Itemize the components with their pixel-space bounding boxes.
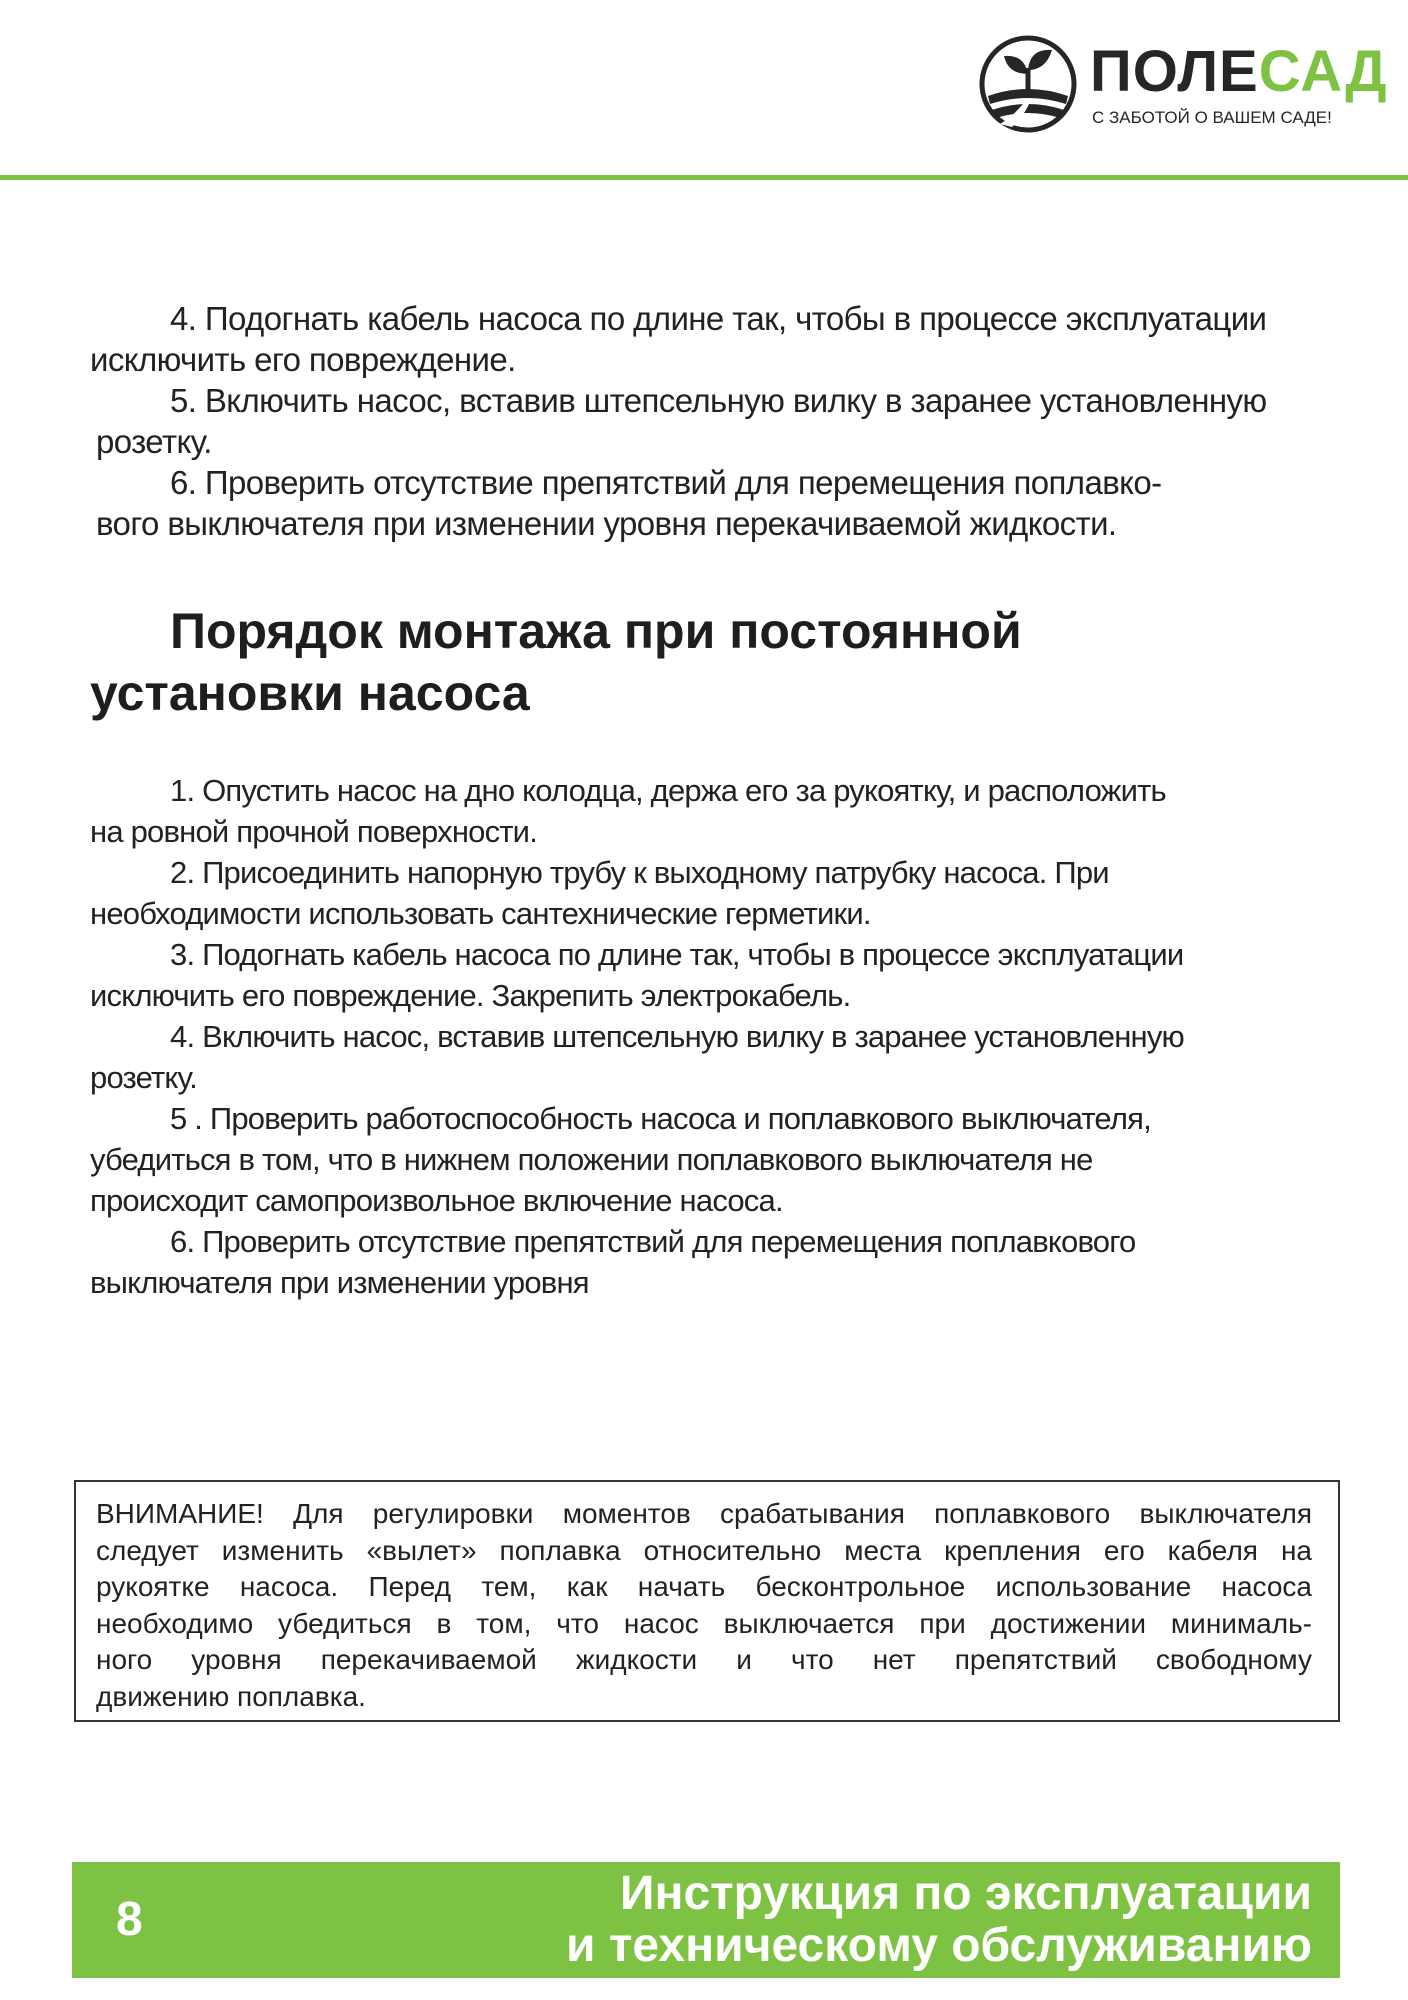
brand-logo: [978, 32, 1388, 152]
warning-text: [96, 1496, 1312, 1715]
warning-box: [74, 1480, 1340, 1722]
step-line: розетку.: [90, 1060, 197, 1095]
warning-line: ного уровня перекачиваемой жидкости и что нет препятствий свободному: [96, 1644, 1312, 1675]
step-item: [90, 1016, 1350, 1098]
step-line: 1. Опустить насос на дно колодца, держа его за рукоятку, и расположить: [170, 773, 1166, 808]
list-item: [90, 380, 1350, 462]
header-divider: [0, 175, 1408, 180]
brand-name-part1: ПОЛЕ: [1090, 39, 1259, 104]
section-heading-line: установки насоса: [90, 665, 530, 721]
step-item: [90, 934, 1350, 1016]
sprout-field-icon: [978, 34, 1078, 134]
brand-slogan: С ЗАБОТОЙ О ВАШЕМ САДЕ!: [1092, 108, 1332, 127]
step-item: [90, 1098, 1350, 1221]
step-line: 2. Присоединить напорную трубу к выходному патрубку насоса. При: [170, 855, 1109, 890]
footer-title-line: Инструкция по эксплуатации: [619, 1867, 1312, 1920]
brand-name-part2: САД: [1258, 39, 1388, 104]
step-line: происходит самопроизвольное включение насоса.: [90, 1183, 783, 1218]
warning-line: ВНИМАНИЕ! Для регулировки моментов срабатывания поплавкового выключателя: [96, 1498, 1312, 1529]
warning-line: необходимо убедиться в том, что насос выключается при достижении минималь-: [96, 1607, 1312, 1639]
warning-line: следует изменить «вылет» поплавка относительно места крепления его кабеля на: [96, 1534, 1312, 1566]
brand-name: [1090, 40, 1388, 104]
step-line: выключателя при изменении уровня: [90, 1265, 589, 1300]
list-item-line: розетку.: [96, 423, 212, 460]
section-heading: [90, 600, 1022, 724]
list-item-line: вого выключателя при изменении уровня перекачиваемой жидкости.: [96, 505, 1117, 542]
list-item: [90, 298, 1350, 380]
list-item-line: 5. Включить насос, вставив штепсельную вилку в заранее установленную: [170, 382, 1267, 419]
list-item-line: 4. Подогнать кабель насоса по длине так, чтобы в процессе эксплуатации: [170, 300, 1267, 337]
warning-line: рукоятке насоса. Перед тем, как начать бесконтрольное использование насоса: [96, 1571, 1312, 1602]
warning-line: движению поплавка.: [96, 1680, 366, 1712]
step-line: 5 . Проверить работоспособность насоса и поплавкового выключателя,: [170, 1101, 1151, 1136]
step-line: 3. Подогнать кабель насоса по длине так, чтобы в процессе эксплуатации: [170, 937, 1184, 972]
list-item: [90, 462, 1350, 544]
section-heading-line: Порядок монтажа при постоянной: [170, 603, 1022, 659]
page-number: 8: [116, 1893, 143, 1946]
step-line: исключить его повреждение. Закрепить электрокабель.: [90, 978, 851, 1013]
step-line: необходимости использовать сантехнические герметики.: [90, 896, 871, 931]
step-item: [90, 1221, 1350, 1303]
footer-title: [566, 1868, 1312, 1972]
step-item: [90, 852, 1350, 934]
step-line: 6. Проверить отсутствие препятствий для перемещения поплавкового: [170, 1224, 1136, 1259]
step-item: [90, 770, 1350, 852]
footer-bar: [72, 1862, 1340, 1978]
footer-title-line: и техническому обслуживанию: [566, 1919, 1312, 1972]
step-line: на ровной прочной поверхности.: [90, 814, 538, 849]
list-item-line: исключить его повреждение.: [90, 341, 516, 378]
step-line: убедиться в том, что в нижнем положении поплавкового выключателя не: [90, 1142, 1093, 1177]
step-line: 4. Включить насос, вставив штепсельную вилку в заранее установленную: [170, 1019, 1184, 1054]
list-item-line: 6. Проверить отсутствие препятствий для перемещения поплавко-: [170, 464, 1162, 501]
